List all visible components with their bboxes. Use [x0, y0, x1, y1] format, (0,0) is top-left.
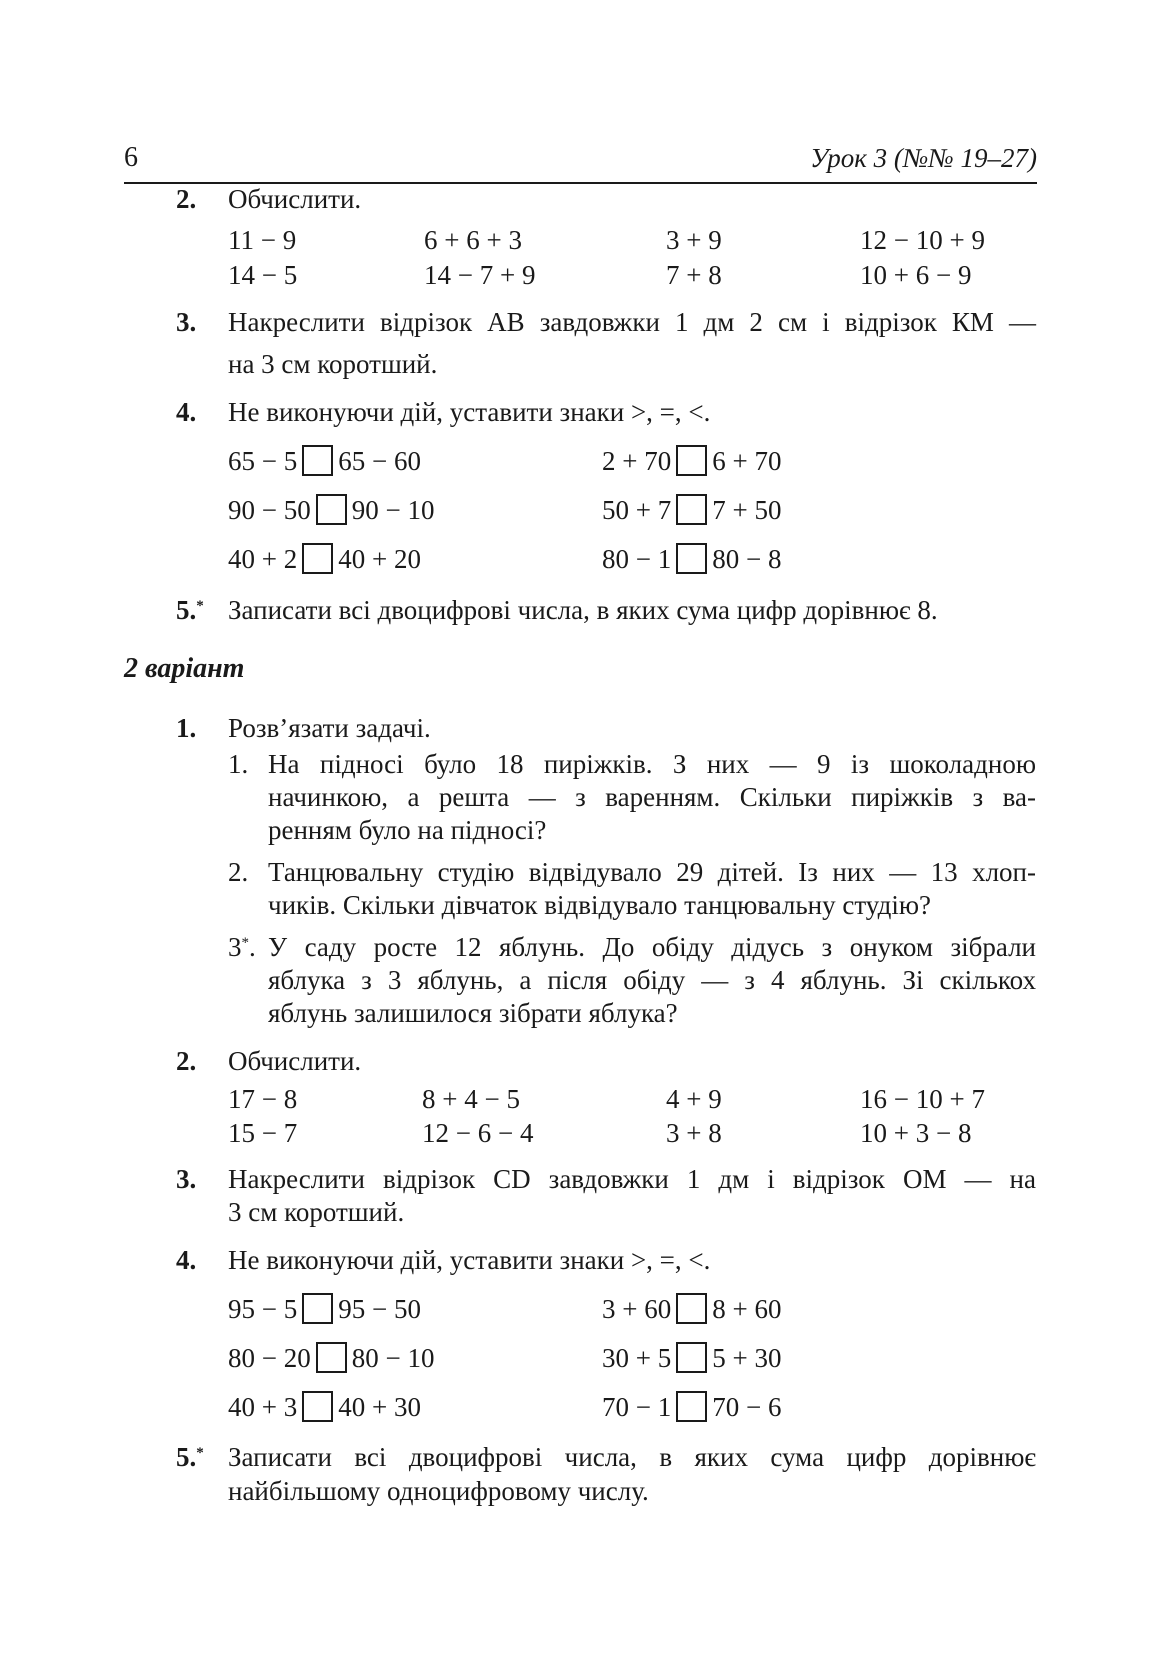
v1-task2-expr: 6 + 6 + 3 — [424, 225, 522, 255]
compare-right: 5 + 30 — [712, 1343, 782, 1373]
v2-task4-title: Не виконуючи дій, уставити знаки >, =, <. — [228, 1245, 711, 1275]
v1-task2-expr: 10 + 6 − 9 — [860, 260, 972, 290]
compare-left: 70 − 1 — [602, 1392, 672, 1422]
problem-text-line: начинкою, а решта — з варенням. Скільки пиріжків з ва- — [268, 782, 1036, 812]
v2-task2-expr: 8 + 4 − 5 — [422, 1084, 520, 1114]
problem-text-line: яблунь залишилося зібрати яблука? — [268, 998, 678, 1028]
v1-compare-row — [602, 444, 781, 478]
problem-text-line: У саду росте 12 яблунь. До обіду дідусь з онуком зібрали — [268, 932, 1036, 962]
v1-task2-expr: 12 − 10 + 9 — [860, 225, 985, 255]
v2-task1-title: Розв’язати задачі. — [228, 713, 431, 743]
v2-task3-number: 3. — [176, 1164, 197, 1194]
compare-left: 65 − 5 — [228, 446, 298, 476]
v2-task2-expr: 3 + 8 — [666, 1118, 722, 1148]
answer-box[interactable] — [316, 1342, 347, 1373]
v1-compare-row — [602, 493, 781, 527]
v2-task2-expr: 17 − 8 — [228, 1084, 298, 1114]
compare-right: 70 − 6 — [712, 1392, 782, 1422]
answer-box[interactable] — [676, 1391, 707, 1422]
v1-task3-number: 3. — [176, 307, 197, 337]
compare-right: 65 − 60 — [338, 446, 421, 476]
v1-compare-row — [228, 444, 421, 478]
answer-box[interactable] — [302, 543, 333, 574]
v1-task4-number: 4. — [176, 397, 197, 427]
v1-task2-expr: 7 + 8 — [666, 260, 722, 290]
compare-right: 8 + 60 — [712, 1294, 782, 1324]
v2-task2-expr: 10 + 3 − 8 — [860, 1118, 972, 1148]
problem-text-line: ренням було на підносі? — [268, 815, 547, 845]
page-number: 6 — [124, 142, 138, 173]
problem-text-line: На підносі було 18 пиріжків. З них — 9 із шоколадною — [268, 749, 1036, 779]
v1-task4-title: Не виконуючи дій, уставити знаки >, =, <. — [228, 397, 711, 427]
v1-task3-text-line2: на 3 см коротший. — [228, 349, 438, 379]
compare-right: 95 − 50 — [338, 1294, 421, 1324]
v2-compare-row — [228, 1341, 434, 1375]
problem-number: 3*. — [228, 932, 256, 962]
v1-task5-text: Записати всі двоцифрові числа, в яких сума цифр дорівнює 8. — [228, 595, 938, 625]
compare-right: 90 − 10 — [351, 495, 435, 525]
compare-right: 80 − 8 — [712, 544, 782, 574]
compare-left: 30 + 5 — [602, 1343, 672, 1373]
v1-task2-expr: 3 + 9 — [666, 225, 722, 255]
v1-task5-number: 5.* — [176, 595, 204, 625]
variant-heading: 2 варіант — [124, 653, 245, 684]
answer-box[interactable] — [676, 494, 707, 525]
compare-left: 2 + 70 — [602, 446, 672, 476]
v1-task2-expr: 11 − 9 — [228, 225, 297, 255]
v1-task2-title: Обчислити. — [228, 184, 362, 214]
compare-right: 7 + 50 — [712, 495, 782, 525]
compare-right: 80 − 10 — [351, 1343, 435, 1373]
v2-task3-text-line1: Накреслити відрізок CD завдовжки 1 дм і відрізок ОМ — на — [228, 1164, 1036, 1194]
answer-box[interactable] — [676, 543, 707, 574]
compare-right: 6 + 70 — [712, 446, 782, 476]
v2-task5-text-line1: Записати всі двоцифрові числа, в яких сума цифр дорівнює — [228, 1442, 1036, 1472]
v1-task2-expr: 14 − 7 + 9 — [424, 260, 536, 290]
v2-task2-expr: 15 − 7 — [228, 1118, 298, 1148]
problem-text-line: яблука з 3 яблунь, а після обіду — з 4 яблунь. Зі скількох — [268, 965, 1036, 995]
v2-compare-row — [602, 1341, 781, 1375]
v2-task2-expr: 12 − 6 − 4 — [422, 1118, 534, 1148]
problem-text-line: Танцювальну студію відвідувало 29 дітей. Із них — 13 хлоп- — [268, 857, 1036, 887]
compare-right: 40 + 30 — [338, 1392, 421, 1422]
v2-task2-expr: 4 + 9 — [666, 1084, 722, 1114]
answer-box[interactable] — [676, 1293, 707, 1324]
compare-left: 3 + 60 — [602, 1294, 672, 1324]
problem-number: 2. — [228, 857, 249, 887]
v2-task1-number: 1. — [176, 713, 197, 743]
v2-compare-row — [228, 1390, 421, 1424]
running-head: Урок 3 (№№ 19–27) — [810, 143, 1037, 173]
v2-task5-text-line2: найбільшому одноцифровому числу. — [228, 1476, 649, 1506]
compare-left: 90 − 50 — [228, 495, 311, 525]
answer-box[interactable] — [302, 1391, 333, 1422]
answer-box[interactable] — [316, 494, 347, 525]
v2-task2-number: 2. — [176, 1046, 197, 1076]
compare-left: 50 + 7 — [602, 495, 672, 525]
problem-number: 1. — [228, 749, 249, 779]
v2-task3-text-line2: 3 см коротший. — [228, 1197, 405, 1227]
v1-compare-row — [228, 542, 421, 576]
v2-task2-expr: 16 − 10 + 7 — [860, 1084, 985, 1114]
star-mark: * — [241, 935, 249, 951]
v2-compare-row — [602, 1390, 781, 1424]
v1-compare-row — [228, 493, 434, 527]
v2-compare-row — [228, 1292, 421, 1326]
star-mark: * — [196, 598, 204, 614]
v1-task2-number: 2. — [176, 184, 197, 214]
compare-left: 40 + 3 — [228, 1392, 298, 1422]
compare-right: 40 + 20 — [338, 544, 421, 574]
v2-task5-number: 5.* — [176, 1442, 204, 1472]
compare-left: 80 − 20 — [228, 1343, 311, 1373]
v2-compare-row — [602, 1292, 781, 1326]
star-mark: * — [196, 1445, 204, 1461]
v1-task2-expr: 14 − 5 — [228, 260, 298, 290]
answer-box[interactable] — [676, 1342, 707, 1373]
v1-task3-text-line1: Накреслити відрізок АВ завдовжки 1 дм 2 см і відрізок КМ — — [228, 307, 1036, 337]
v1-compare-row — [602, 542, 781, 576]
v2-task2-title: Обчислити. — [228, 1046, 362, 1076]
answer-box[interactable] — [676, 445, 707, 476]
problem-text-line: чиків. Скільки дівчаток відвідувало танцювальну студію? — [268, 890, 931, 920]
answer-box[interactable] — [302, 1293, 333, 1324]
compare-left: 40 + 2 — [228, 544, 298, 574]
compare-left: 80 − 1 — [602, 544, 672, 574]
v2-task4-number: 4. — [176, 1245, 197, 1275]
answer-box[interactable] — [302, 445, 333, 476]
compare-left: 95 − 5 — [228, 1294, 298, 1324]
